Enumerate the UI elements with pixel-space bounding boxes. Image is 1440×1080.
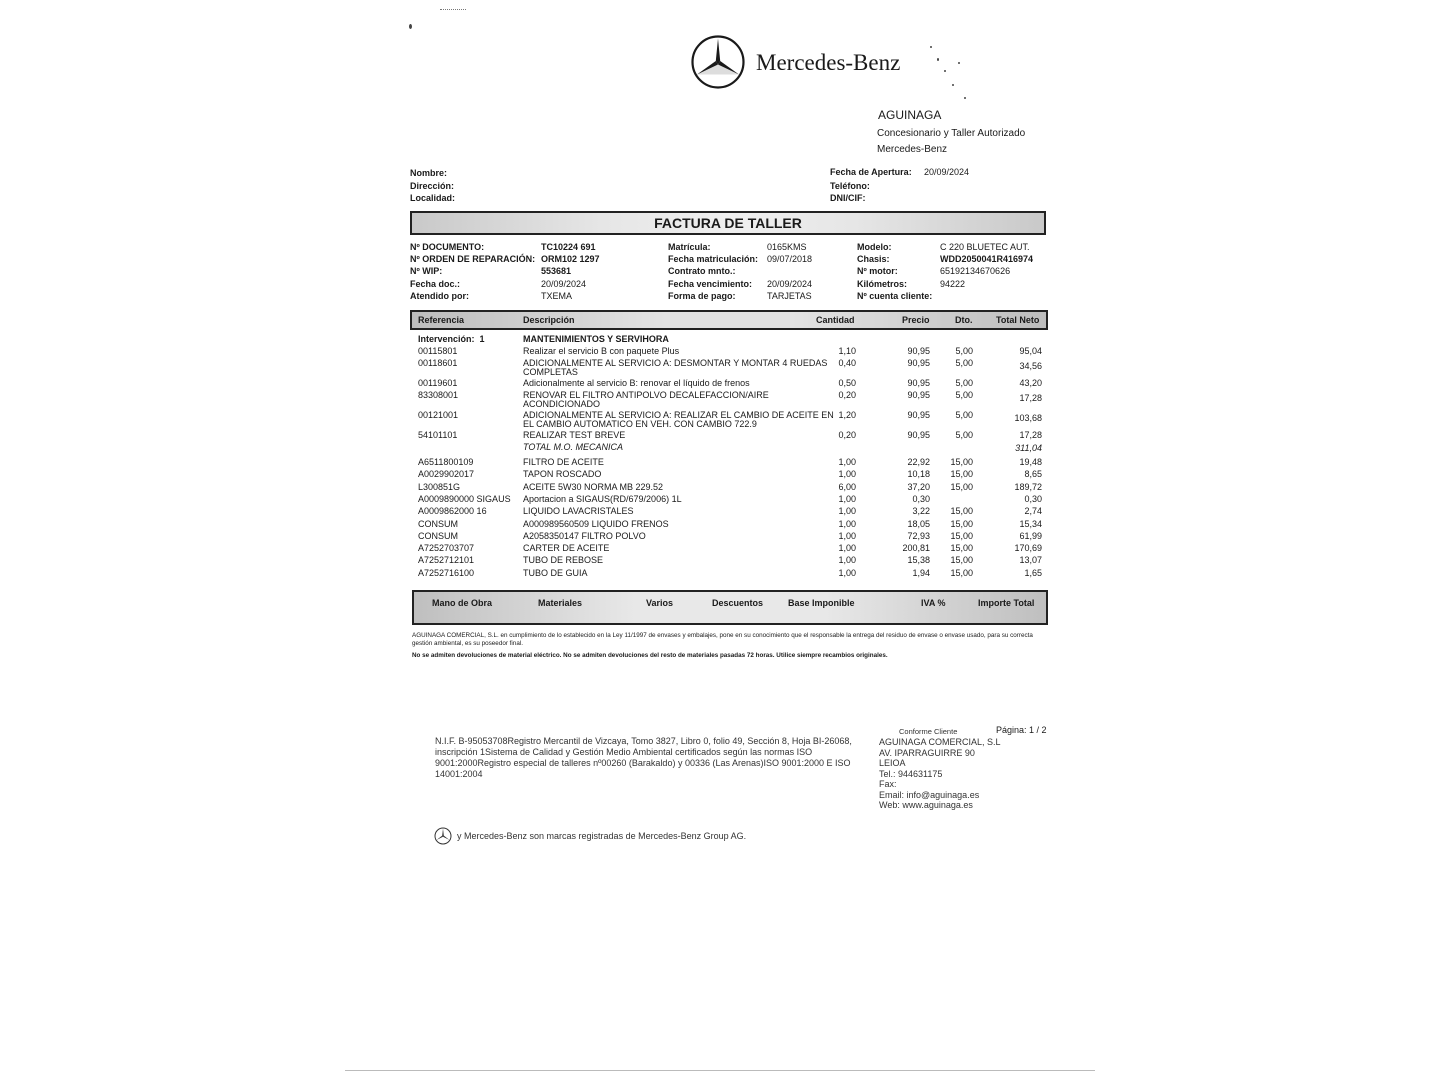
doc-field-value: 20/09/2024 <box>767 279 813 289</box>
page-edge <box>345 1070 1095 1071</box>
cell-description: Adicionalmente al servicio B: renovar el líquido de frenos <box>523 378 750 388</box>
intervention-title: MANTENIMIENTOS Y SERVIHORA <box>523 334 669 344</box>
cell-price: 18,05 <box>907 518 930 529</box>
scan-speck <box>937 58 939 61</box>
total-importe-label: Importe Total <box>978 598 1035 608</box>
scan-speck <box>964 97 966 99</box>
cell-net-total: 95,04 <box>1019 346 1042 356</box>
nombre-label: Nombre: <box>410 168 448 178</box>
cell-reference: A0009862000 16 <box>418 506 487 517</box>
cell-net-total: 0,30 <box>1024 493 1042 504</box>
cell-discount: 5,00 <box>955 410 973 420</box>
company-web: Web: www.aguinaga.es <box>879 800 973 810</box>
page-number: Página: 1 / 2 <box>996 725 1047 735</box>
cell-net-total: 170,69 <box>1014 543 1042 554</box>
cell-description-cont: COMPLETAS <box>523 367 578 377</box>
telefono-label: Teléfono: <box>830 181 870 191</box>
header-descripcion: Descripción <box>523 315 575 325</box>
cell-price: 90,95 <box>907 346 930 356</box>
header-precio: Precio <box>902 315 930 325</box>
totals-box <box>412 590 1048 625</box>
scan-speck <box>944 70 946 72</box>
company-phone: Tel.: 944631175 <box>879 768 943 779</box>
dealer-brand: Mercedes-Benz <box>877 144 948 155</box>
cell-quantity: 1,00 <box>838 506 856 517</box>
cell-description: LIQUIDO LAVACRISTALES <box>523 506 634 517</box>
trademark-note: y Mercedes-Benz son marcas registradas de Mercedes-Benz Group AG. <box>457 831 747 841</box>
cell-price: 90,95 <box>907 390 930 400</box>
cell-reference: 83308001 <box>418 390 459 400</box>
doc-field-value: 65192134670626 <box>940 266 1011 276</box>
cell-reference: 00115801 <box>418 346 458 356</box>
cell-description-cont: ACONDICIONADO <box>523 399 601 409</box>
cell-discount: 5,00 <box>955 358 973 368</box>
legal-devoluciones: No se admiten devoluciones de material eléctrico. No se admiten devoluciones del resto de materiales pasadas 72 horas. Utilice siempre recambios originales. <box>412 652 888 659</box>
intervention-label <box>418 334 485 344</box>
cell-price: 90,95 <box>907 378 930 388</box>
cell-quantity: 1,00 <box>838 469 856 480</box>
doc-field-label: Modelo: <box>857 242 892 252</box>
cell-discount: 15,00 <box>950 481 973 492</box>
cell-discount: 5,00 <box>955 346 973 356</box>
company-city: LEIOA <box>879 758 906 768</box>
fecha-apertura-label: Fecha de Apertura: <box>830 167 912 177</box>
cell-price: 15,38 <box>907 555 930 566</box>
cell-description: CARTER DE ACEITE <box>523 543 610 554</box>
localidad-label: Localidad: <box>410 193 456 203</box>
cell-quantity: 1,00 <box>838 518 856 529</box>
total-descuentos-label: Descuentos <box>712 598 764 608</box>
cell-net-total: 43,20 <box>1019 378 1042 388</box>
doc-field-label: Nº motor: <box>857 266 898 276</box>
cell-quantity: 0,40 <box>838 358 856 368</box>
cell-quantity: 1,00 <box>838 530 856 541</box>
cell-net-total: 103,68 <box>1014 413 1042 423</box>
cell-description: ADICIONALMENTE AL SERVICIO A: DESMONTAR Y MONTAR 4 RUEDAS <box>523 358 828 368</box>
cell-net-total: 13,07 <box>1019 555 1042 566</box>
intervention-label-text: Intervención: <box>418 334 475 344</box>
legal-envases: AGUINAGA COMERCIAL, S.L. en cumplimiento de lo establecido en la Ley 11/1997 de envases y embalajes, pone en su conocimiento que el responsable la entrega del residuo de envase o envase usado, para su correcta gestión ambiental, es su poseedor final. <box>412 632 1033 647</box>
cell-reference: CONSUM <box>418 530 458 541</box>
cell-discount: 15,00 <box>950 506 973 517</box>
total-mano-obra-label: Mano de Obra <box>432 598 493 608</box>
cell-price: 90,95 <box>907 430 930 440</box>
cell-description: REALIZAR TEST BREVE <box>523 430 626 440</box>
cell-net-total: 2,74 <box>1024 506 1042 517</box>
total-materiales-label: Materiales <box>538 598 583 608</box>
cell-price: 3,22 <box>912 506 930 517</box>
cell-discount: 15,00 <box>950 543 973 554</box>
header-dto: Dto. <box>955 315 973 325</box>
total-base-label: Base Imponible <box>788 598 855 608</box>
doc-field-label: Atendido por: <box>410 291 469 301</box>
cell-net-total: 189,72 <box>1014 481 1042 492</box>
table-header <box>410 310 1048 330</box>
cell-net-total: 61,99 <box>1019 530 1042 541</box>
scan-speck <box>930 46 932 48</box>
cell-reference: 00119601 <box>418 378 458 388</box>
cell-reference: A0009890000 SIGAUS <box>418 493 511 504</box>
cell-description-cont: EL CAMBIO AUTOMATICO EN VEH. CON CAMBIO 722.9 <box>523 419 757 429</box>
total-varios-label: Varios <box>646 598 674 608</box>
nif-line: inscripción 1Sistema de Calidad y Gestión Medio Ambiental certificados según las normas ISO <box>435 747 813 757</box>
doc-field-value: 0165KMS <box>767 242 807 252</box>
cell-discount: 5,00 <box>955 378 973 388</box>
cell-description: RENOVAR EL FILTRO ANTIPOLVO DECALEFACCION/AIRE <box>523 390 769 400</box>
doc-field-label: Forma de pago: <box>668 291 736 301</box>
cell-net-total: 19,48 <box>1019 457 1042 467</box>
cell-reference: A6511800109 <box>418 457 474 467</box>
cell-quantity: 6,00 <box>838 481 856 492</box>
cell-quantity: 1,10 <box>838 346 856 356</box>
scan-speck <box>409 24 412 29</box>
nif-line: 14001:2004 <box>435 769 483 779</box>
nif-line: N.I.F. B-95053708Registro Mercantil de Vizcaya, Tomo 3827, Libro 0, folio 49, Sección 8, Hoja BI-26068, <box>435 736 852 746</box>
cell-price: 22,92 <box>907 457 930 467</box>
cell-reference: 00121001 <box>418 410 459 420</box>
doc-field-label: Chasis: <box>857 254 890 264</box>
scan-speck <box>958 62 960 64</box>
direccion-label: Dirección: <box>410 181 455 191</box>
doc-field-value: TC10224 691 <box>541 242 596 252</box>
doc-field-value: TXEMA <box>541 291 573 301</box>
doc-field-value: ORM102 1297 <box>541 254 600 264</box>
cell-discount: 15,00 <box>950 518 973 529</box>
cell-price: 72,93 <box>907 530 930 541</box>
cell-description: ACEITE 5W30 NORMA MB 229.52 <box>523 481 664 492</box>
company-fax: Fax: <box>879 779 897 789</box>
cell-net-total: 8,65 <box>1024 469 1042 480</box>
cell-price: 90,95 <box>907 410 930 420</box>
cell-quantity: 1,00 <box>838 543 856 554</box>
brand-name: Mercedes-Benz <box>756 50 901 75</box>
cell-description: A2058350147 FILTRO POLVO <box>523 530 646 541</box>
cell-description: A000989560509 LIQUIDO FRENOS <box>523 518 669 529</box>
cell-discount: 15,00 <box>950 457 973 467</box>
dealer-subtitle: Concesionario y Taller Autorizado <box>877 128 1026 139</box>
cell-quantity: 1,00 <box>838 555 856 566</box>
cell-quantity: 0,20 <box>838 430 856 440</box>
total-iva-label: IVA % <box>921 598 946 608</box>
cell-reference: A0029902017 <box>418 469 475 480</box>
doc-field-label: Fecha matriculación: <box>668 254 759 264</box>
cell-description: TUBO DE GUIA <box>523 567 588 578</box>
invoice-title: FACTURA DE TALLER <box>410 211 1046 235</box>
header-total-neto: Total Neto <box>996 315 1040 325</box>
doc-field-value: 20/09/2024 <box>541 279 587 289</box>
cell-net-total: 17,28 <box>1019 430 1042 440</box>
subtotal-value: 311,04 <box>1015 443 1042 453</box>
doc-field-label: Fecha doc.: <box>410 279 461 289</box>
cell-net-total: 1,65 <box>1024 567 1042 578</box>
cell-discount: 15,00 <box>950 567 973 578</box>
cell-net-total: 34,56 <box>1019 361 1042 371</box>
cell-description: TAPON ROSCADO <box>523 469 602 480</box>
cell-discount: 15,00 <box>950 555 973 566</box>
doc-field-value: WDD2050041R416974 <box>940 254 1034 264</box>
cell-price: 90,95 <box>907 358 930 368</box>
cell-discount: 5,00 <box>955 430 973 440</box>
doc-field-label: Kilómetros: <box>857 279 908 289</box>
cell-price: 1,94 <box>912 567 930 578</box>
cell-reference: L300851G <box>418 481 461 492</box>
company-name: AGUINAGA COMERCIAL, S.L <box>879 737 1001 747</box>
subtotal-label: TOTAL M.O. MECANICA <box>523 442 624 452</box>
dni-label: DNI/CIF: <box>830 193 866 203</box>
cell-quantity: 1,00 <box>838 493 856 504</box>
cell-price: 200,81 <box>902 543 930 554</box>
doc-field-label: Matrícula: <box>668 242 711 252</box>
cell-quantity: 1,00 <box>838 567 856 578</box>
cell-price: 37,20 <box>907 481 930 492</box>
scan-speck <box>952 84 954 86</box>
company-address <box>879 737 1001 811</box>
doc-field-value: 553681 <box>541 266 572 276</box>
cell-discount: 15,00 <box>950 530 973 541</box>
dealer-name: AGUINAGA <box>878 108 942 122</box>
cell-reference: 00118601 <box>418 358 458 368</box>
cell-net-total: 15,34 <box>1019 518 1042 529</box>
nif-line: 9001:2000Registro especial de talleres nº00260 (Barakaldo) y 00336 (Las Arenas)ISO 9001:2000 E ISO <box>435 758 851 768</box>
cell-quantity: 1,20 <box>838 410 856 420</box>
cell-description: ADICIONALMENTE AL SERVICIO A: REALIZAR EL CAMBIO DE ACEITE EN <box>523 410 834 420</box>
header-cantidad: Cantidad <box>816 315 855 325</box>
header-referencia: Referencia <box>418 315 465 325</box>
doc-field-label: Contrato mnto.: <box>668 266 736 276</box>
doc-field-value: C 220 BLUETEC AUT. <box>940 242 1030 252</box>
doc-field-label: Nº WIP: <box>410 266 443 276</box>
nif-registry <box>435 736 860 780</box>
doc-field-value: 09/07/2018 <box>767 254 813 264</box>
cell-description: Realizar el servicio B con paquete Plus <box>523 346 680 356</box>
cell-reference: A7252712101 <box>418 555 475 566</box>
doc-field-label: Fecha vencimiento: <box>668 279 753 289</box>
company-street: AV. IPARRAGUIRRE 90 <box>879 747 975 758</box>
scan-mark <box>440 9 466 12</box>
cell-net-total: 17,28 <box>1019 393 1042 403</box>
cell-price: 0,30 <box>912 493 930 504</box>
doc-field-value: TARJETAS <box>767 291 812 301</box>
cell-reference: A7252716100 <box>418 567 475 578</box>
cell-discount: 15,00 <box>950 469 973 480</box>
cell-reference: 54101101 <box>418 430 458 440</box>
company-email: Email: info@aguinaga.es <box>879 789 980 800</box>
cell-quantity: 0,50 <box>838 378 856 388</box>
doc-field-value: 94222 <box>940 279 966 289</box>
doc-field-label: Nº ORDEN DE REPARACIÓN: <box>410 254 536 264</box>
cell-quantity: 1,00 <box>838 457 856 467</box>
mercedes-star-logo <box>690 34 746 95</box>
doc-field-label: Nº DOCUMENTO: <box>410 242 485 252</box>
cell-price: 10,18 <box>907 469 930 480</box>
cell-description: Aportacion a SIGAUS(RD/679/2006) 1L <box>523 493 682 504</box>
cell-reference: CONSUM <box>418 518 458 529</box>
cell-description: TUBO DE REBOSE <box>523 555 604 566</box>
cell-description: FILTRO DE ACEITE <box>523 457 604 467</box>
fecha-apertura-value: 20/09/2024 <box>924 167 970 177</box>
conforme-cliente: Conforme Cliente <box>899 727 958 736</box>
mercedes-star-small-icon <box>434 827 452 850</box>
intervention-number: 1 <box>479 334 485 344</box>
cell-quantity: 0,20 <box>838 390 856 400</box>
cell-discount: 5,00 <box>955 390 973 400</box>
cell-reference: A7252703707 <box>418 543 475 554</box>
doc-field-label: Nº cuenta cliente: <box>857 291 933 301</box>
